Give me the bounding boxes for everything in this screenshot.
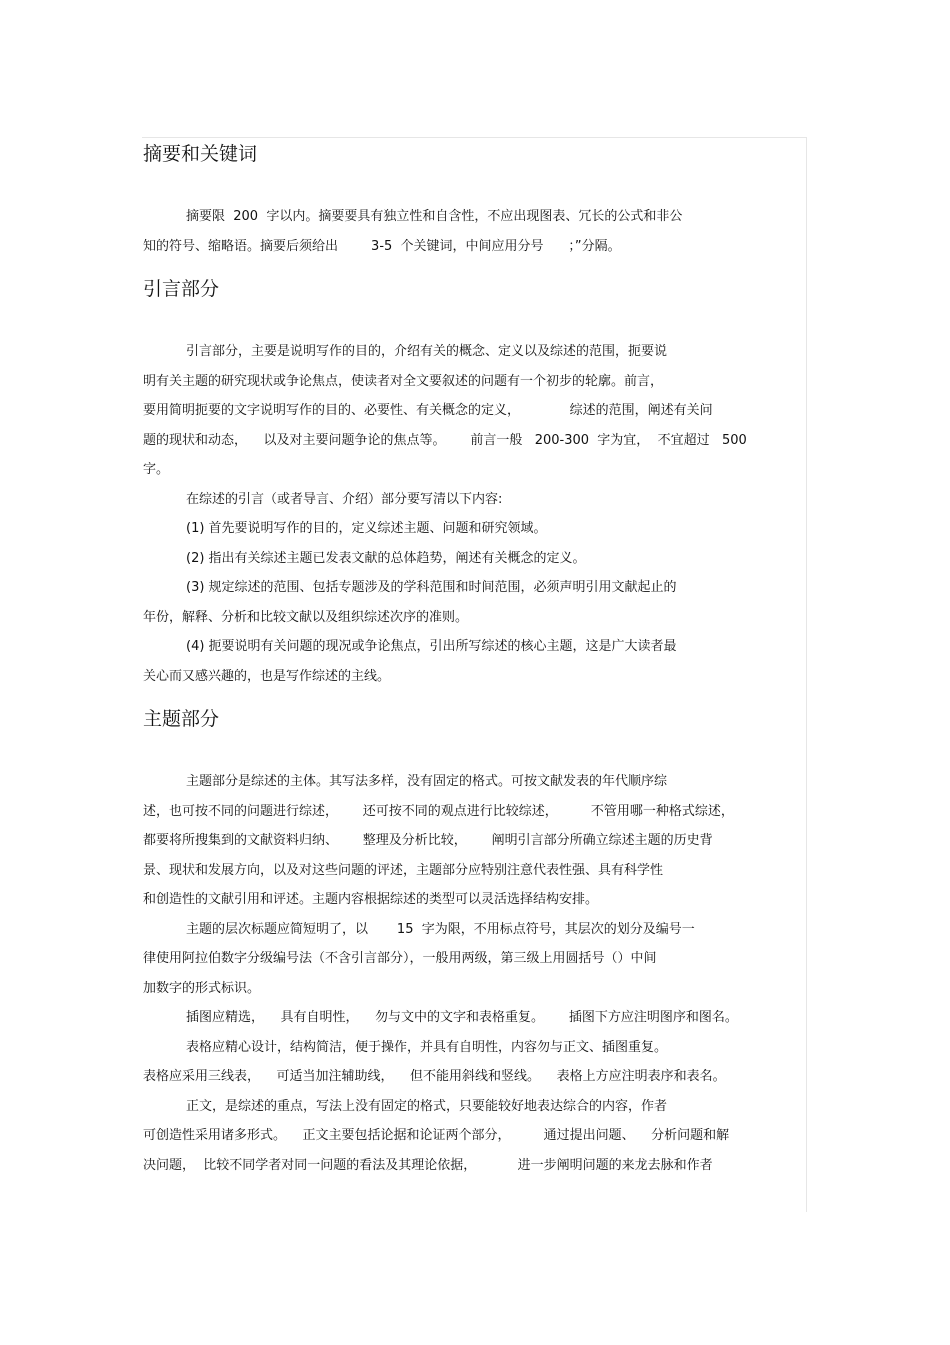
section-heading-main-body: 主题部分 [143, 708, 220, 730]
paragraph-line: 和创造性的文献引用和评述。主题内容根据综述的类型可以灵活选择结构安排。 [143, 892, 599, 907]
paragraph-line: 主题的层次标题应简短明了，以 15 字为限，不用标点符号，其层次的划分及编号一 [186, 921, 695, 937]
paragraph-line: 律使用阿拉伯数字分级编号法（不含引言部分），一般用两级，第三级上用圆括号（）中间 [143, 951, 657, 966]
paragraph-line: 决问题， 比较不同学者对同一问题的看法及其理论依据， 进一步阐明问题的来龙去脉和作者 [143, 1157, 713, 1173]
paragraph-line: 明有关主题的研究现状或争论焦点，使读者对全文要叙述的问题有一个初步的轮廓。前言， [143, 373, 664, 389]
paragraph-line: 年份，解释、分析和比较文献以及组织综述次序的准则。 [143, 609, 469, 625]
paragraph-line: 述，也可按不同的问题进行综述， 还可按不同的观点进行比较综述， 不管用哪一种格式综述， [143, 803, 734, 819]
document-body [143, 140, 805, 1180]
paragraph-line: 要用简明扼要的文字说明写作的目的、必要性、有关概念的定义， 综述的范围，阐述有关问 [143, 403, 713, 418]
paragraph-line: 正文，是综述的重点，写法上没有固定的格式，只要能较好地表达综合的内容，作者 [186, 1098, 668, 1114]
list-item: (3) 规定综述的范围、包括专题涉及的学科范围和时间范围，必须声明引用文献起止的 [186, 580, 677, 595]
paragraph-line: 引言部分，主要是说明写作的目的，介绍有关的概念、定义以及综述的范围，扼要说 [186, 344, 668, 359]
paragraph-line: 关心而又感兴趣的，也是写作综述的主线。 [143, 668, 391, 684]
paragraph-line: 可创造性采用诸多形式。 正文主要包括论据和论证两个部分， 通过提出问题、 分析问题和解 [143, 1128, 730, 1143]
paragraph-line: 插图应精选， 具有自明性， 勿与文中的文字和表格重复。 插图下方应注明图序和图名。 [186, 1010, 738, 1025]
paragraph-line: 表格应精心设计，结构简洁，便于操作，并具有自明性，内容勿与正文、插图重复。 [186, 1039, 668, 1055]
section-heading-introduction: 引言部分 [143, 278, 220, 300]
paragraph-line: 主题部分是综述的主体。其写法多样，没有固定的格式。可按文献发表的年代顺序综 [186, 774, 668, 789]
paragraph-line: 摘要限 200 字以内。摘要要具有独立性和自含性，不应出现图表、冗长的公式和非公 [186, 209, 683, 224]
list-item: (1) 首先要说明写作的目的，定义综述主题、问题和研究领域。 [186, 521, 547, 536]
paragraph-line: 都要将所搜集到的文献资料归纳、 整理及分析比较， 阐明引言部分所确立综述主题的历史背 [143, 833, 713, 848]
paragraph-line: 知的符号、缩略语。摘要后须给出 3-5 个关键词，中间应用分号 ；”分隔。 [143, 238, 621, 254]
section-heading-abstract: 摘要和关键词 [143, 143, 258, 165]
paragraph-line: 字。 [143, 462, 170, 477]
paragraph-line: 题的现状和动态， 以及对主要问题争论的焦点等。 前言一般 200-300 字为宜， 不宜超过 500 [143, 432, 747, 448]
paragraph-line: 加数字的形式标识。 [143, 980, 261, 996]
paragraph-line: 景、现状和发展方向，以及对这些问题的评述，主题部分应特别注意代表性强、具有科学性 [143, 862, 664, 878]
paragraph-line: 在综述的引言（或者导言、介绍）部分要写清以下内容: [186, 491, 503, 507]
paragraph-line: 表格应采用三线表， 可适当加注辅助线， 但不能用斜线和竖线。 表格上方应注明表序和表名。 [143, 1069, 726, 1084]
list-item: (2) 指出有关综述主题已发表文献的总体趋势，阐述有关概念的定义。 [186, 550, 586, 566]
list-item: (4) 扼要说明有关问题的现况或争论焦点，引出所写综述的核心主题，这是广大读者最 [186, 639, 677, 654]
